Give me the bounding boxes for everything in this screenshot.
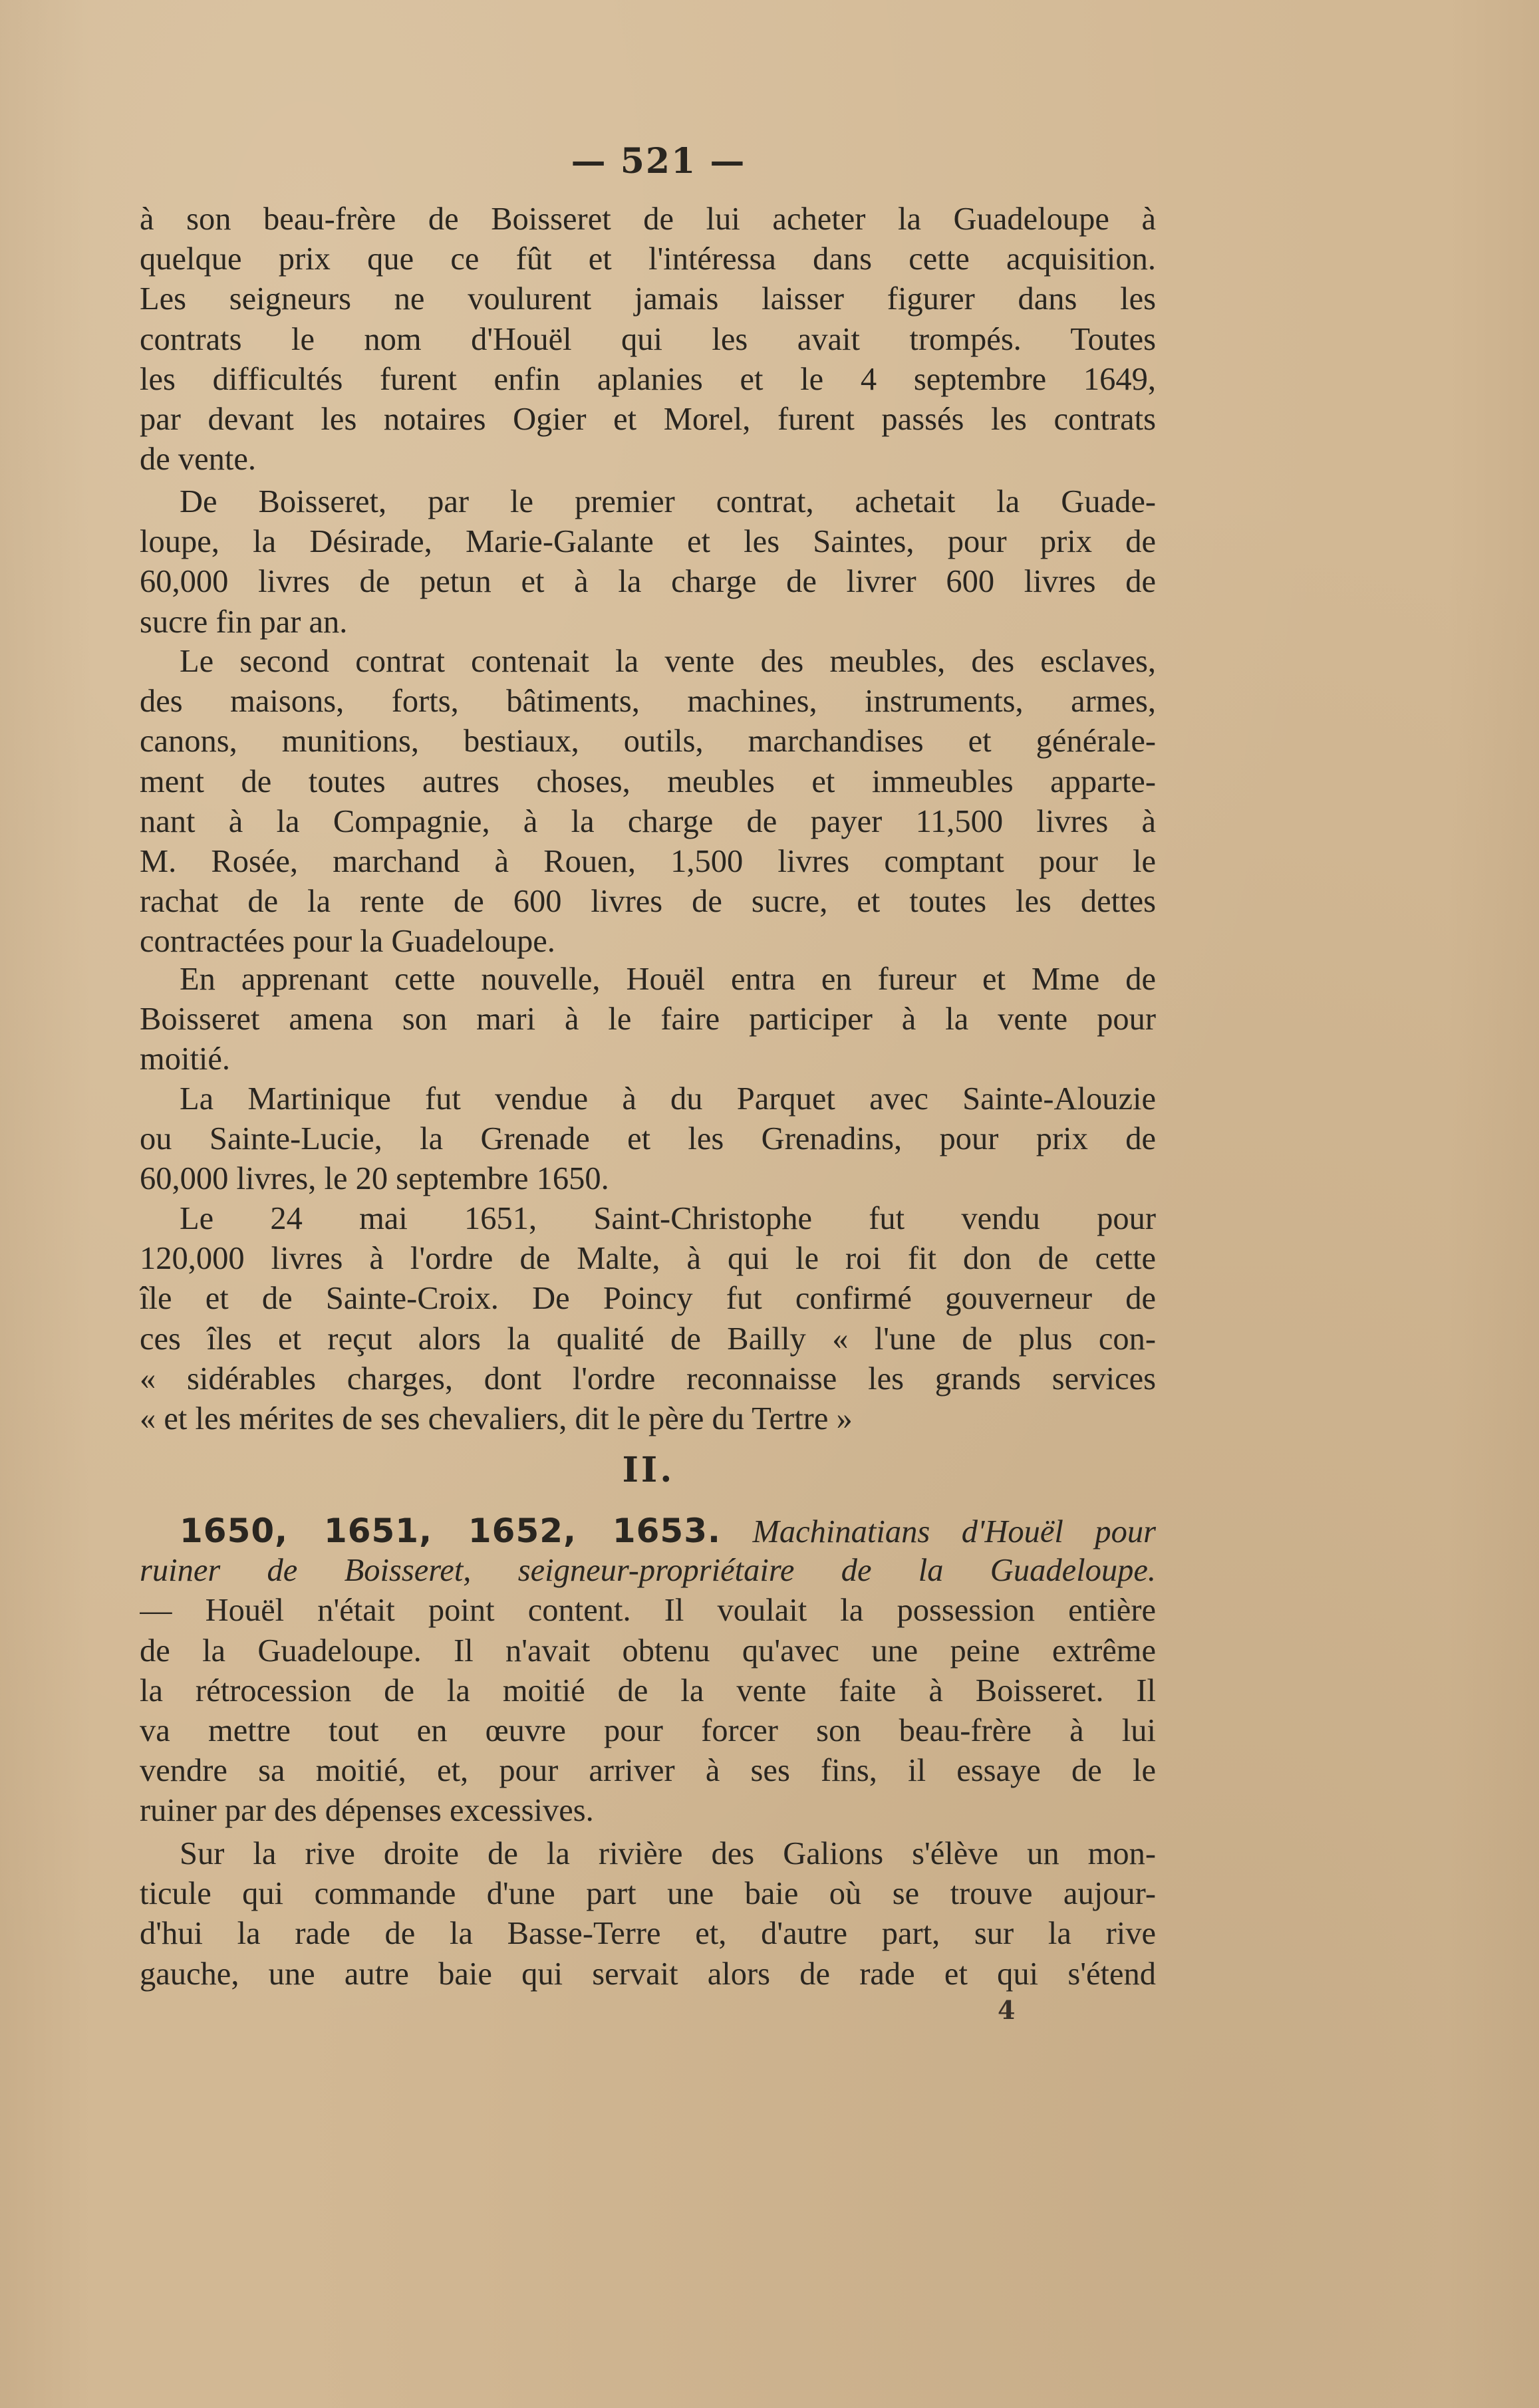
text-line: ticule qui commande d'une part une baie où se trouve aujour-: [140, 1876, 1156, 1912]
text-line: De Boisseret, par le premier contrat, achetait la Guade-: [180, 484, 1156, 519]
text-line: à son beau-frère de Boisseret de lui acheter la Guadeloupe à: [140, 201, 1156, 237]
paragraph-2: [140, 482, 1156, 642]
text-line: ment de toutes autres choses, meubles et immeubles apparte-: [140, 763, 1156, 799]
text-line: sucre fin par an.: [140, 604, 348, 640]
text-line: d'hui la rade de la Basse-Terre et, d'autre part, sur la rive: [140, 1916, 1156, 1952]
section-title-part1: Machinatians d'Houël pour: [752, 1514, 1156, 1549]
text-line: ruiner par des dépenses excessives.: [140, 1793, 594, 1829]
text-line: moitié.: [140, 1041, 231, 1077]
text-line: Le second contrat contenait la vente des meubles, des esclaves,: [180, 644, 1156, 679]
text-line: La Martinique fut vendue à du Parquet avec Sainte-Alouzie: [180, 1081, 1156, 1117]
section-paragraph-2: [140, 1834, 1156, 1994]
section-paragraph-1: [140, 1511, 1156, 1831]
paragraph-4: [140, 960, 1156, 1080]
text-line: les difficultés furent enfin aplanies et le 4 septembre 1649,: [140, 361, 1156, 397]
text-line: 60,000 livres de petun et à la charge de livrer 600 livres de: [140, 564, 1156, 600]
text-line: — Houël n'était point content. Il voulait la possession entière: [140, 1593, 1156, 1629]
text-line: M. Rosée, marchand à Rouen, 1,500 livres comptant pour le: [140, 843, 1156, 879]
text-line: ou Sainte-Lucie, la Grenade et les Grenadins, pour prix de: [140, 1121, 1156, 1157]
text-line: île et de Sainte-Croix. De Poincy fut confirmé gouverneur de: [140, 1281, 1156, 1317]
text-line: contractées pour la Guadeloupe.: [140, 924, 555, 960]
text-line: loupe, la Désirade, Marie-Galante et les Saintes, pour prix de: [140, 524, 1156, 560]
text-line: Le 24 mai 1651, Saint-Christophe fut vendu pour: [180, 1201, 1156, 1236]
text-line: Les seigneurs ne voulurent jamais laisser figurer dans les: [140, 281, 1156, 317]
text-line: « sidérables charges, dont l'ordre reconnaisse les grands services: [140, 1361, 1156, 1397]
text-line: 60,000 livres, le 20 septembre 1650.: [140, 1161, 609, 1197]
paragraph-6: [140, 1199, 1156, 1439]
paragraph-5: [140, 1079, 1156, 1200]
section-title-part2: ruiner de Boisseret, seigneur-propriétaire de la Guadeloupe.: [140, 1553, 1156, 1589]
text-line: quelque prix que ce fût et l'intéressa dans cette acquisition.: [140, 241, 1156, 277]
paragraph-1: [140, 200, 1156, 479]
section-years: 1650, 1651, 1652, 1653.: [180, 1512, 721, 1550]
paragraph-3: [140, 642, 1156, 962]
text-line: 120,000 livres à l'ordre de Malte, à qui le roi fit don de cette: [140, 1241, 1156, 1277]
text-line: des maisons, forts, bâtiments, machines, instruments, armes,: [140, 684, 1156, 720]
text-line: la rétrocession de la moitié de la vente faite à Boisseret. Il: [140, 1672, 1156, 1708]
text-line: rachat de la rente de 600 livres de sucre, et toutes les dettes: [140, 884, 1156, 920]
text-line: par devant les notaires Ogier et Morel, furent passés les contrats: [140, 401, 1156, 437]
section-number: II.: [622, 1450, 675, 1490]
section-heading-line: [140, 1511, 1156, 1551]
page-number: — 521 —: [571, 141, 746, 182]
text-line: Boisseret amena son mari à le faire participer à la vente pour: [140, 1002, 1156, 1037]
text-line: de vente.: [140, 442, 257, 477]
text-line: de la Guadeloupe. Il n'avait obtenu qu'avec une peine extrême: [140, 1633, 1156, 1669]
text-line: vendre sa moitié, et, pour arriver à ses fins, il essaye de le: [140, 1753, 1156, 1789]
text-line: gauche, une autre baie qui servait alors de rade et qui s'étend: [140, 1956, 1156, 1992]
text-line: ces îles et reçut alors la qualité de Bailly « l'une de plus con-: [140, 1321, 1156, 1357]
signature-mark: 4: [998, 1995, 1016, 2025]
text-line: contrats le nom d'Houël qui les avait trompés. Toutes: [140, 321, 1156, 357]
text-line: nant à la Compagnie, à la charge de payer 11,500 livres à: [140, 803, 1156, 839]
text-line: va mettre tout en œuvre pour forcer son beau-frère à lui: [140, 1712, 1156, 1748]
text-line: En apprenant cette nouvelle, Houël entra en fureur et Mme de: [180, 962, 1156, 997]
text-line: canons, munitions, bestiaux, outils, marchandises et générale-: [140, 724, 1156, 759]
text-line: « et les mérites de ses chevaliers, dit le père du Tertre »: [140, 1401, 853, 1436]
text-line: Sur la rive droite de la rivière des Galions s'élève un mon-: [180, 1836, 1156, 1871]
